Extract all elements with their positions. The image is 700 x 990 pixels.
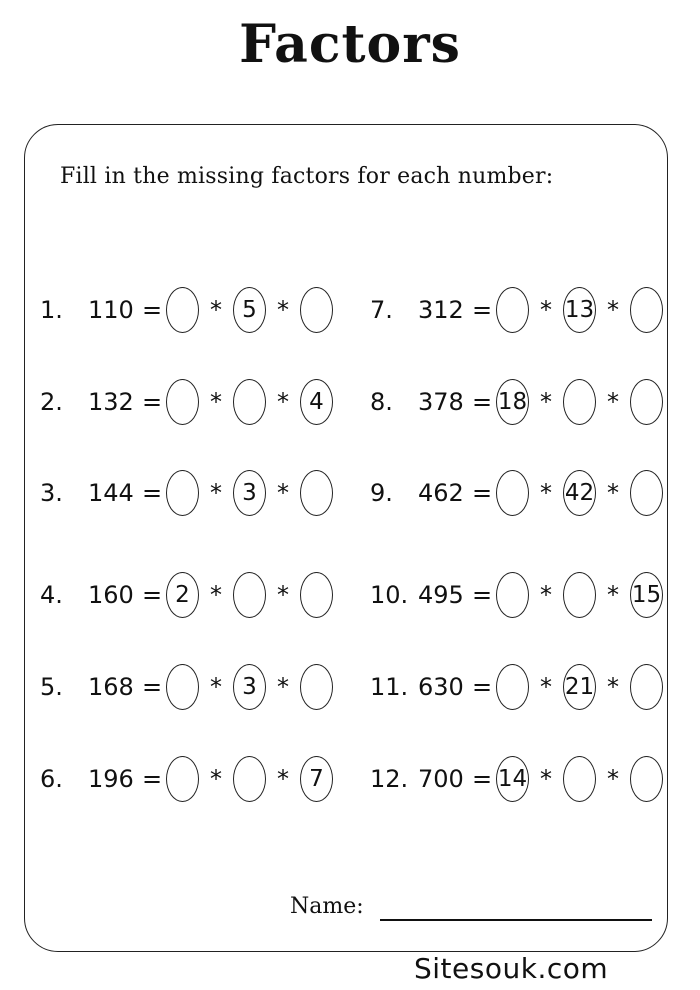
problem-6 (40, 754, 333, 804)
name-label: Name: (290, 894, 364, 919)
problem-4 (40, 570, 333, 620)
times-sign: * (277, 296, 289, 324)
times-sign: * (277, 765, 289, 793)
times-sign: * (607, 765, 619, 793)
problem-number: 12. (370, 765, 409, 793)
problem-number: 9. (370, 479, 393, 507)
factor-blank[interactable] (300, 572, 333, 618)
factor-blank[interactable] (300, 664, 333, 710)
equals-sign: = (471, 581, 493, 609)
problem-value: 630 (418, 673, 464, 701)
factor-blank[interactable] (630, 664, 663, 710)
factor-blank[interactable] (630, 470, 663, 516)
factor-blank[interactable] (166, 470, 199, 516)
times-sign: * (607, 296, 619, 324)
problem-value: 378 (418, 388, 464, 416)
problem-number: 11. (370, 673, 409, 701)
given-factor: 2 (166, 572, 199, 618)
given-factor: 15 (630, 572, 663, 618)
factor-blank[interactable] (630, 287, 663, 333)
problem-number: 7. (370, 296, 393, 324)
times-sign: * (607, 673, 619, 701)
factor-blank[interactable] (563, 756, 596, 802)
factor-blank[interactable] (166, 664, 199, 710)
factor-blank[interactable] (496, 572, 529, 618)
factor-blank[interactable] (233, 379, 266, 425)
times-sign: * (607, 388, 619, 416)
factor-blank[interactable] (166, 756, 199, 802)
factor-blank[interactable] (166, 287, 199, 333)
problem-10 (370, 570, 663, 620)
equals-sign: = (471, 388, 493, 416)
factor-blank[interactable] (563, 379, 596, 425)
times-sign: * (277, 673, 289, 701)
times-sign: * (210, 765, 222, 793)
times-sign: * (607, 479, 619, 507)
given-factor: 3 (233, 470, 266, 516)
instruction-text: Fill in the missing factors for each number: (60, 164, 554, 189)
problem-value: 495 (418, 581, 464, 609)
times-sign: * (210, 388, 222, 416)
times-sign: * (540, 479, 552, 507)
factor-blank[interactable] (496, 664, 529, 710)
given-factor: 42 (563, 470, 596, 516)
worksheet-card (24, 124, 668, 952)
problem-number: 8. (370, 388, 393, 416)
given-factor: 4 (300, 379, 333, 425)
times-sign: * (277, 388, 289, 416)
problem-1 (40, 285, 333, 335)
times-sign: * (607, 581, 619, 609)
given-factor: 3 (233, 664, 266, 710)
problem-9 (370, 468, 663, 518)
factor-blank[interactable] (496, 287, 529, 333)
problem-2 (40, 377, 333, 427)
times-sign: * (540, 765, 552, 793)
problem-value: 312 (418, 296, 464, 324)
problem-number: 10. (370, 581, 409, 609)
factor-blank[interactable] (166, 379, 199, 425)
times-sign: * (210, 673, 222, 701)
factor-blank[interactable] (300, 470, 333, 516)
equals-sign: = (141, 479, 163, 507)
problem-number: 5. (40, 673, 63, 701)
given-factor: 18 (496, 379, 529, 425)
problem-5 (40, 662, 333, 712)
times-sign: * (277, 479, 289, 507)
problem-number: 6. (40, 765, 63, 793)
equals-sign: = (141, 673, 163, 701)
problem-value: 168 (88, 673, 134, 701)
problem-value: 144 (88, 479, 134, 507)
times-sign: * (540, 388, 552, 416)
problem-number: 3. (40, 479, 63, 507)
equals-sign: = (471, 479, 493, 507)
given-factor: 21 (563, 664, 596, 710)
problem-7 (370, 285, 663, 335)
equals-sign: = (141, 296, 163, 324)
factor-blank[interactable] (233, 756, 266, 802)
problem-value: 160 (88, 581, 134, 609)
factor-blank[interactable] (630, 379, 663, 425)
factor-blank[interactable] (300, 287, 333, 333)
given-factor: 5 (233, 287, 266, 333)
times-sign: * (210, 296, 222, 324)
problem-value: 700 (418, 765, 464, 793)
given-factor: 7 (300, 756, 333, 802)
factor-blank[interactable] (563, 572, 596, 618)
times-sign: * (540, 581, 552, 609)
times-sign: * (540, 673, 552, 701)
problem-number: 1. (40, 296, 63, 324)
problem-12 (370, 754, 663, 804)
problem-value: 196 (88, 765, 134, 793)
problem-11 (370, 662, 663, 712)
factor-blank[interactable] (630, 756, 663, 802)
problem-number: 4. (40, 581, 63, 609)
equals-sign: = (141, 388, 163, 416)
problem-number: 2. (40, 388, 63, 416)
equals-sign: = (141, 581, 163, 609)
site-watermark: Sitesouk.com (414, 952, 609, 985)
factor-blank[interactable] (496, 470, 529, 516)
problem-value: 462 (418, 479, 464, 507)
equals-sign: = (141, 765, 163, 793)
worksheet-title: Factors (239, 14, 461, 75)
times-sign: * (540, 296, 552, 324)
equals-sign: = (471, 296, 493, 324)
problem-3 (40, 468, 333, 518)
problem-8 (370, 377, 663, 427)
equals-sign: = (471, 673, 493, 701)
name-input-line[interactable] (380, 919, 652, 921)
given-factor: 13 (563, 287, 596, 333)
times-sign: * (277, 581, 289, 609)
problem-value: 110 (88, 296, 134, 324)
times-sign: * (210, 581, 222, 609)
equals-sign: = (471, 765, 493, 793)
problem-value: 132 (88, 388, 134, 416)
given-factor: 14 (496, 756, 529, 802)
times-sign: * (210, 479, 222, 507)
factor-blank[interactable] (233, 572, 266, 618)
